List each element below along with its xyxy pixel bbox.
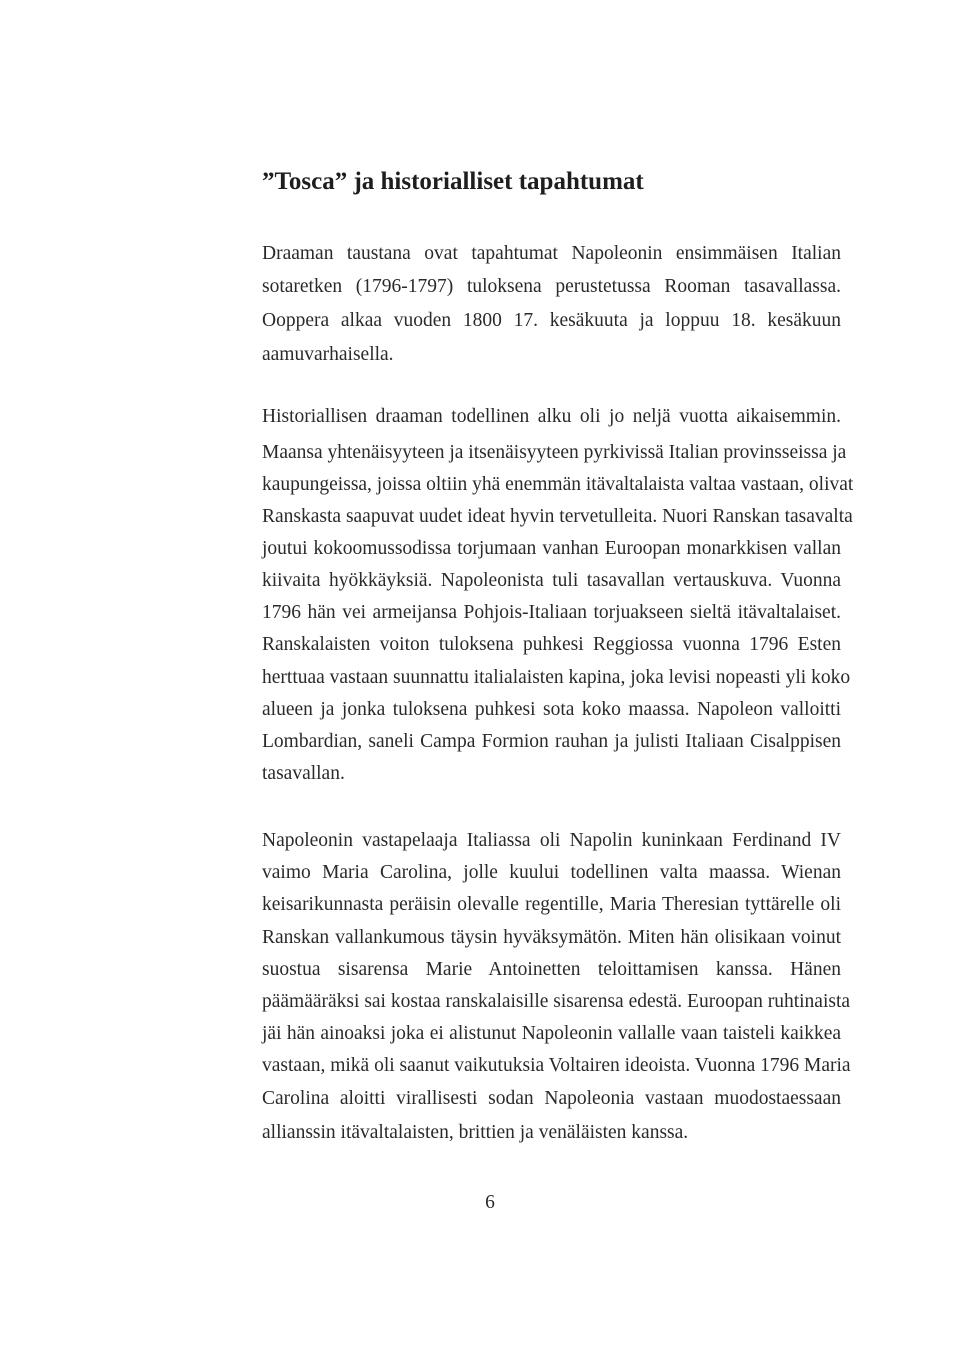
paragraph-line: Ranskan vallankumous täysin hyväksymätön. Miten hän olisikaan voinut bbox=[262, 927, 841, 948]
paragraph-line: tasavallan. bbox=[262, 763, 345, 784]
paragraph-line: alueen ja jonka tuloksena puhkesi sota koko maassa. Napoleon valloitti bbox=[262, 699, 841, 720]
paragraph-line: 1796 hän vei armeijansa Pohjois-Italiaan torjuakseen sieltä itävaltalaiset. bbox=[262, 602, 841, 623]
paragraph-line: Ooppera alkaa vuoden 1800 17. kesäkuuta ja loppuu 18. kesäkuun bbox=[262, 310, 841, 331]
paragraph-line: kiivaita hyökkäyksiä. Napoleonista tuli tasavallan vertauskuva. Vuonna bbox=[262, 570, 841, 591]
paragraph-line: Napoleonin vastapelaaja Italiassa oli Napolin kuninkaan Ferdinand IV bbox=[262, 830, 841, 851]
paragraph-line: aamuvarhaisella. bbox=[262, 344, 394, 365]
paragraph-line: keisarikunnasta peräisin olevalle regentille, Maria Theresian tyttärelle oli bbox=[262, 894, 841, 915]
paragraph-line: kaupungeissa, joissa oltiin yhä enemmän itävaltalaista valtaa vastaan, olivat bbox=[262, 474, 854, 495]
paragraph-line: suostua sisarensa Marie Antoinetten teloittamisen kanssa. Hänen bbox=[262, 959, 841, 980]
paragraph-line: Lombardian, saneli Campa Formion rauhan ja julisti Italiaan Cisalppisen bbox=[262, 731, 841, 752]
paragraph-line: Maansa yhtenäisyyteen ja itsenäisyyteen pyrkivissä Italian provinsseissa ja bbox=[262, 442, 847, 463]
paragraph-line: jäi hän ainoaksi joka ei alistunut Napoleonin vallalle vaan taisteli kaikkea bbox=[262, 1023, 841, 1044]
paragraph-line: sotaretken (1796-1797) tuloksena perustetussa Rooman tasavallassa. bbox=[262, 276, 841, 297]
paragraph-line: Draaman taustana ovat tapahtumat Napoleonin ensimmäisen Italian bbox=[262, 243, 841, 264]
paragraph-line: Ranskasta saapuvat uudet ideat hyvin tervetulleita. Nuori Ranskan tasavalta bbox=[262, 506, 853, 527]
paragraph-line: allianssin itävaltalaisten, brittien ja venäläisten kanssa. bbox=[262, 1122, 689, 1143]
page-title: ”Tosca” ja historialliset tapahtumat bbox=[262, 168, 644, 195]
paragraph-line: herttuaa vastaan suunnattu italialaisten kapina, joka levisi nopeasti yli koko bbox=[262, 667, 851, 688]
paragraph-line: Carolina aloitti virallisesti sodan Napoleonia vastaan muodostaessaan bbox=[262, 1088, 841, 1109]
paragraph-line: joutui kokoomussodissa torjumaan vanhan Euroopan monarkkisen vallan bbox=[262, 538, 841, 559]
paragraph-line: Ranskalaisten voiton tuloksena puhkesi Reggiossa vuonna 1796 Esten bbox=[262, 634, 841, 655]
page-number: 6 bbox=[485, 1192, 495, 1213]
paragraph-line: vaimo Maria Carolina, jolle kuului todellinen valta maassa. Wienan bbox=[262, 862, 841, 883]
paragraph-line: vastaan, mikä oli saanut vaikutuksia Voltairen ideoista. Vuonna 1796 Maria bbox=[262, 1055, 851, 1076]
paragraph-line: Historiallisen draaman todellinen alku oli jo neljä vuotta aikaisemmin. bbox=[262, 406, 841, 427]
paragraph-line: päämääräksi sai kostaa ranskalaisille sisarensa edestä. Euroopan ruhtinaista bbox=[262, 991, 851, 1012]
